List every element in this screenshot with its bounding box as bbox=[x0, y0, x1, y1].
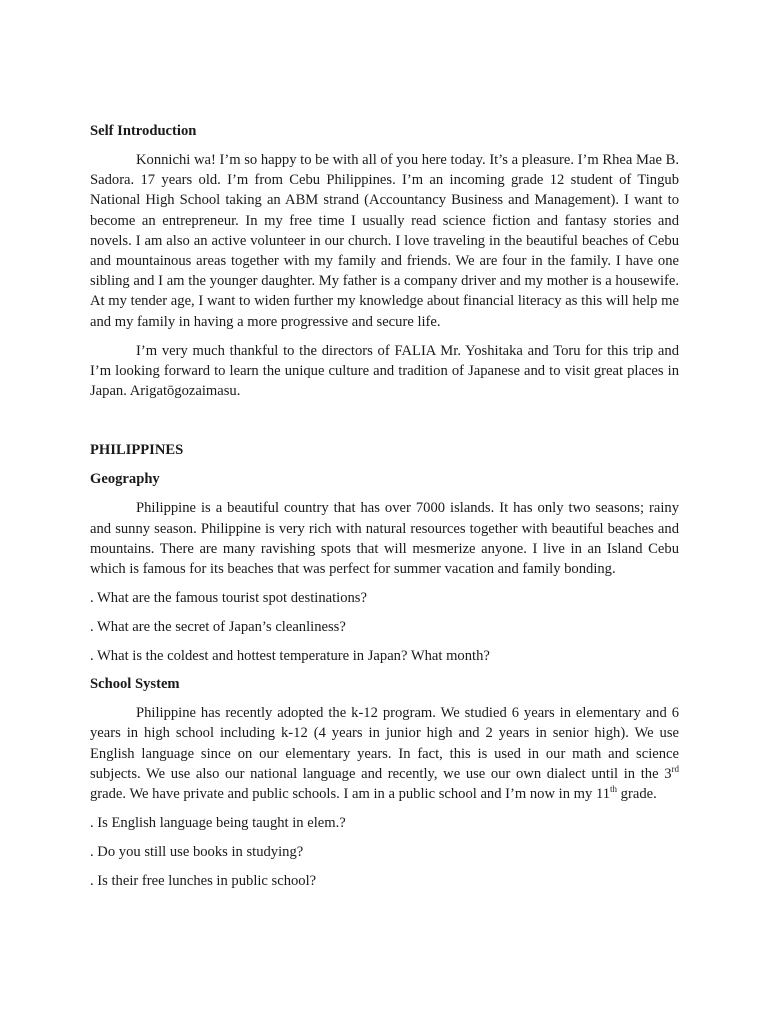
school-text-part-3: grade. bbox=[617, 786, 657, 803]
school-system-heading: School System bbox=[90, 676, 180, 693]
school-text-part-1: Philippine has recently adopted the k-12 program. We studied 6 years in elementary and 6 years in high school including k-12 (4 years in junior high and 2 years in senior high). We use English language since on our elementary years. In fact, this is used in our math and science subjects. We use also our national language and recently, we use our own dialect until in the 3 bbox=[90, 705, 679, 782]
self-introduction-heading: Self Introduction bbox=[90, 123, 197, 139]
geography-heading: Geography bbox=[90, 471, 160, 488]
geography-paragraph: Philippine is a beautiful country that has over 7000 islands. It has only two seasons; rainy and sunny season. Philippine is very rich with natural resources together with beautiful beaches and mountains. There are many ravishing spots that will mesmerize anyone. I live in an Island Cebu which is famous for its beaches that was perfect for summer vacation and family bonding. bbox=[90, 500, 679, 578]
geography-question-2: . What are the secret of Japan’s cleanliness? bbox=[90, 619, 346, 636]
school-question-2: . Do you still use books in studying? bbox=[90, 844, 304, 861]
school-text-part-2: grade. We have private and public schools. I am in a public school and I’m now in my 11 bbox=[90, 786, 611, 803]
self-introduction-paragraph-1: Konnichi wa! I’m so happy to be with all of you here today. It’s a pleasure. I’m Rhea Mae B. Sadora. 17 years old. I’m from Cebu Philippines. I’m an incoming grade 12 student of Tingub National High School taking an ABM strand (Accountancy Business and Management). I want to become an entrepreneur. In my free time I usually read science fiction and fantasy stories and novels. I am also an active volunteer in our church. I love traveling in the beautiful beaches of Cebu and mountainous areas together with my family and friends. We are four in the family. I have one sibling and I am the younger daughter. My father is a company driver and my mother is a housewife. At my tender age, I want to widen further my knowledge about financial literacy as this will help me and my family in having a more progressive and secure life. bbox=[90, 152, 679, 330]
ordinal-suffix-rd: rd bbox=[671, 764, 679, 774]
ordinal-suffix-th: th bbox=[610, 784, 618, 795]
country-heading: PHILIPPINES bbox=[90, 442, 184, 459]
geography-question-3: . What is the coldest and hottest temperature in Japan? What month? bbox=[90, 648, 490, 665]
school-question-1: . Is English language being taught in elem.? bbox=[90, 815, 346, 832]
school-system-paragraph bbox=[90, 703, 679, 804]
geography-question-1: . What are the famous tourist spot destinations? bbox=[90, 590, 367, 607]
school-question-3: . Is their free lunches in public school? bbox=[90, 873, 317, 890]
document-content bbox=[90, 122, 679, 891]
self-introduction-paragraph-2: I’m very much thankful to the directors of FALIA Mr. Yoshitaka and Toru for this trip and I’m looking forward to learn the unique culture and tradition of Japanese and to visit great places in Japan. Arigatōgozaimasu. bbox=[90, 342, 679, 400]
